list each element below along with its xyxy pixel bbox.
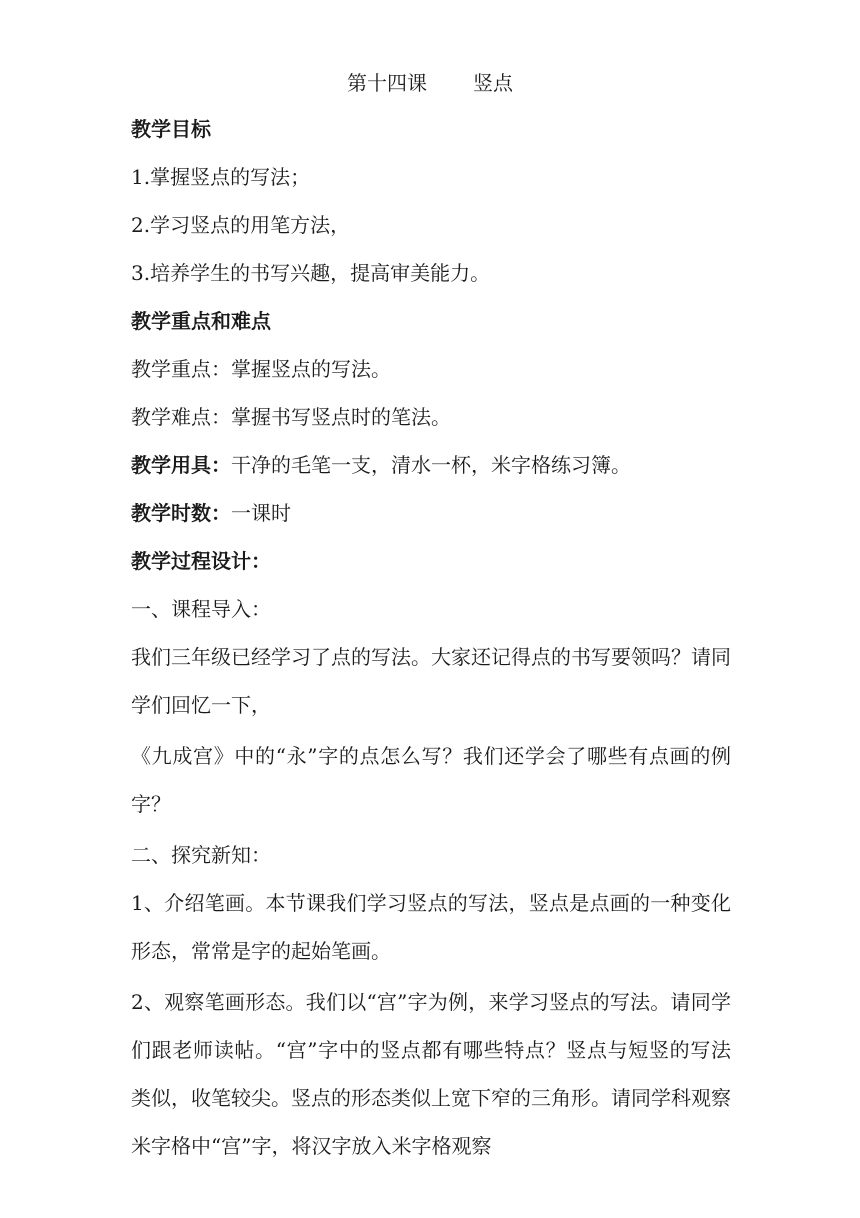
tools-value: 干净的毛笔一支，清水一杯，米字格练习簿。 [231, 453, 631, 477]
difficult-point: 教学难点：掌握书写竖点时的笔法。 [131, 405, 451, 429]
lesson-number: 第十四课 [347, 71, 427, 95]
lesson-title [0, 68, 860, 98]
teaching-tools [131, 450, 731, 480]
key-points-heading: 教学重点和难点 [131, 309, 271, 333]
hours-value: 一课时 [231, 501, 291, 525]
hours-label: 教学时数： [131, 501, 231, 525]
goal-item-2: 2.学习竖点的用笔方法， [131, 213, 351, 237]
goal-item-1: 1.掌握竖点的写法； [131, 165, 311, 189]
lesson-topic: 竖点 [473, 71, 513, 95]
part2-paragraph-2: 2、观察笔画形态。我们以“宫”字为例，来学习竖点的写法。请同学们跟老师读帖。“宫”字中的竖点都有哪些特点？竖点与短竖的写法类似，收笔较尖。竖点的形态类似上宽下窄的三角形。请同学科观察米字格中“宫”字，将汉字放入米字格观察 [131, 990, 731, 1158]
part2-heading: 二、探究新知： [131, 843, 271, 867]
key-point: 教学重点：掌握竖点的写法。 [131, 357, 391, 381]
process-heading: 教学过程设计： [131, 549, 271, 573]
document-body [131, 114, 731, 1182]
part1-paragraph-1: 我们三年级已经学习了点的写法。大家还记得点的书写要领吗？请同学们回忆一下， [131, 645, 731, 717]
part1-paragraph-2: 《九成宫》中的“永”字的点怎么写？我们还学会了哪些有点画的例字？ [131, 744, 731, 816]
goals-heading: 教学目标 [131, 117, 211, 141]
part2-paragraph-1: 1、介绍笔画。本节课我们学习竖点的写法，竖点是点画的一种变化形态，常常是字的起始笔画。 [131, 891, 731, 963]
tools-label: 教学用具： [131, 453, 231, 477]
teaching-hours [131, 498, 731, 528]
part1-heading: 一、课程导入： [131, 597, 271, 621]
goal-item-3: 3.培养学生的书写兴趣，提高审美能力。 [131, 261, 491, 285]
